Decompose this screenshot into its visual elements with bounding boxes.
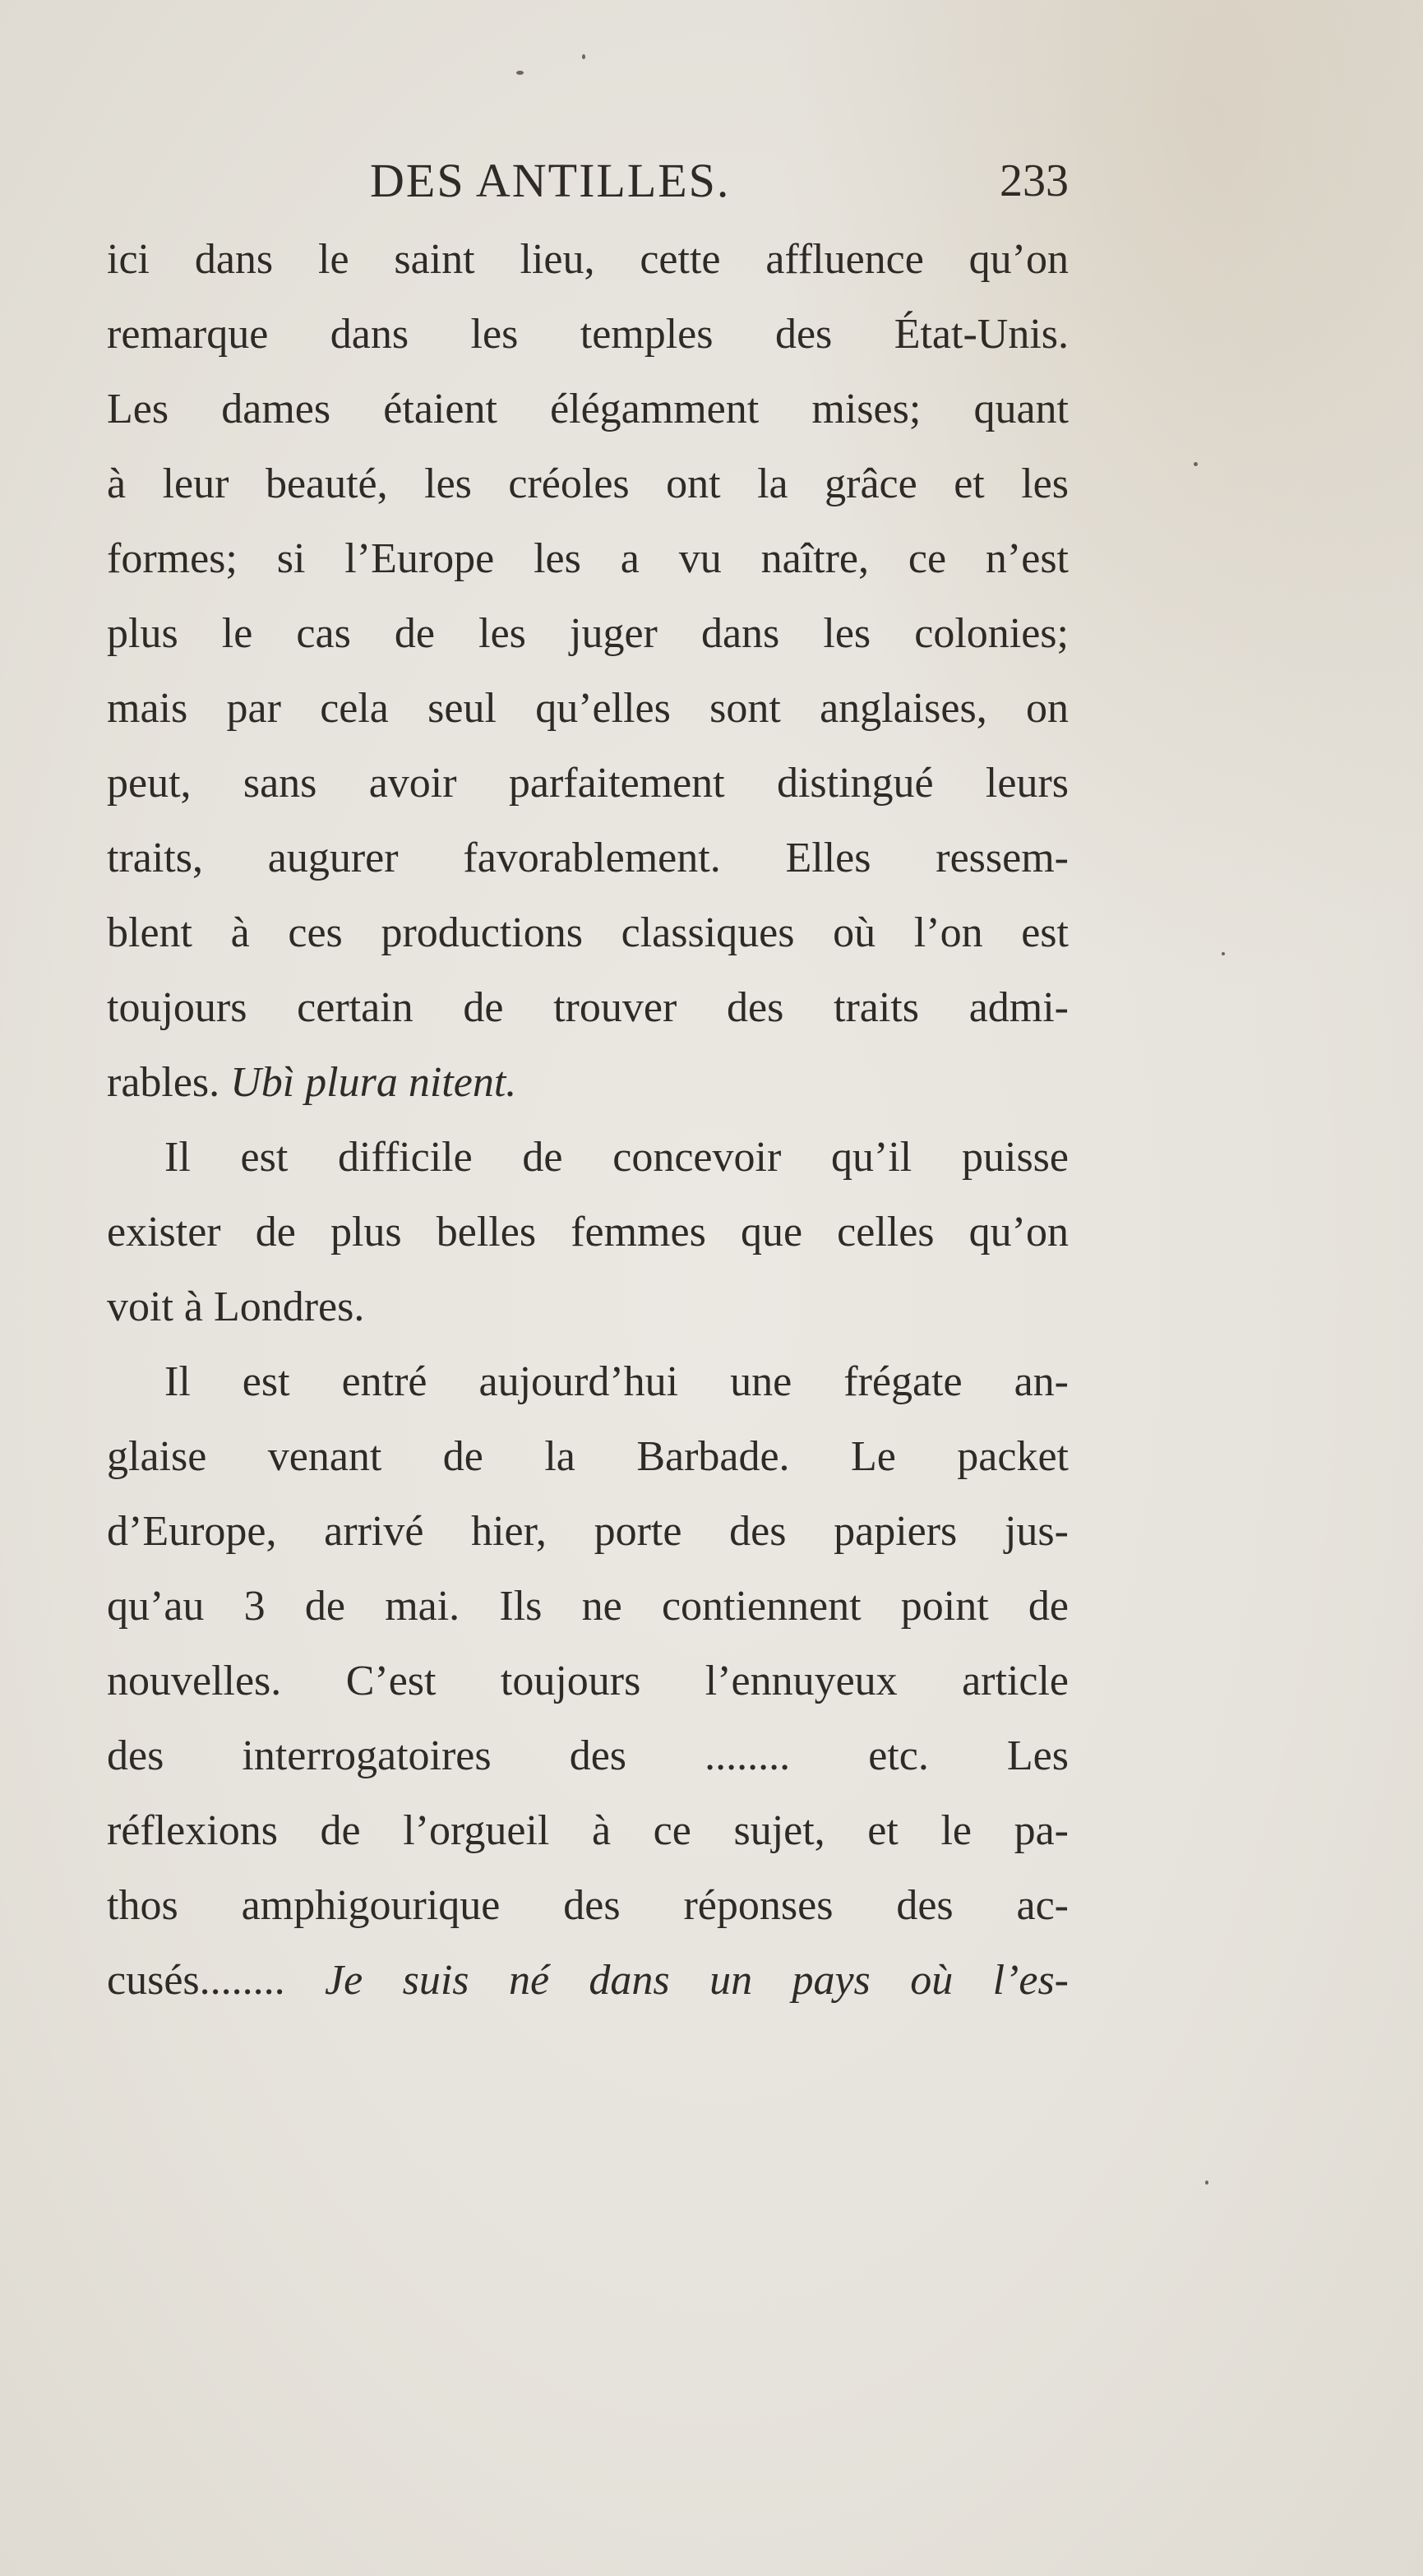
text-line: thos amphigourique des réponses des ac- [107, 1882, 1069, 1929]
text-line: Il est difficile de concevoir qu’il puisse [164, 1134, 1069, 1181]
ink-speck [582, 54, 585, 59]
text-line: formes; si l’Europe les a vu naître, ce n’est [107, 535, 1069, 582]
italic-quotation: Je suis né dans un pays où l’es- [325, 1957, 1069, 2004]
page-number: 233 [1000, 155, 1069, 206]
text-line: qu’au 3 de mai. Ils ne contiennent point de [107, 1583, 1069, 1630]
text-line [107, 1045, 1069, 1120]
text-line: réflexions de l’orgueil à ce sujet, et le pa- [107, 1807, 1069, 1854]
ink-speck [516, 71, 524, 75]
text-line [107, 1943, 1069, 2018]
text-line: traits, augurer favorablement. Elles ressem- [107, 835, 1069, 881]
text-line: glaise venant de la Barbade. Le packet [107, 1433, 1069, 1480]
body-text [107, 222, 1069, 2018]
text-line: d’Europe, arrivé hier, porte des papiers jus- [107, 1508, 1069, 1555]
text-line: ici dans le saint lieu, cette affluence qu’on [107, 236, 1069, 283]
text-line: des interrogatoires des ........ etc. Les [107, 1732, 1069, 1779]
text-line: exister de plus belles femmes que celles qu’on [107, 1209, 1069, 1256]
text-line: remarque dans les temples des État-Unis. [107, 311, 1069, 358]
ink-speck [1205, 2181, 1208, 2185]
ink-speck [1194, 462, 1198, 466]
text-line: peut, sans avoir parfaitement distingué leurs [107, 760, 1069, 807]
ink-speck [1222, 952, 1225, 955]
text-line: plus le cas de les juger dans les colonies; [107, 610, 1069, 657]
paragraph [107, 222, 1069, 1120]
running-title: DES ANTILLES. [370, 154, 731, 207]
text-line: Les dames étaient élégamment mises; quant [107, 386, 1069, 432]
text-line: nouvelles. C’est toujours l’ennuyeux article [107, 1658, 1069, 1704]
latin-quotation: Ubì plura nitent. [230, 1059, 517, 1106]
text-fragment: rables. [107, 1059, 220, 1106]
running-head [107, 148, 1069, 214]
text-line: à leur beauté, les créoles ont la grâce et les [107, 460, 1069, 507]
text-line: Il est entré aujourd’hui une frégate an- [164, 1358, 1069, 1405]
text-line: blent à ces productions classiques où l’on est [107, 909, 1069, 956]
text-line: voit à Londres. [107, 1283, 365, 1330]
text-line: toujours certain de trouver des traits admi- [107, 984, 1069, 1031]
text-line: mais par cela seul qu’elles sont anglaises, on [107, 685, 1069, 732]
text-fragment: cusés........ [107, 1957, 285, 2004]
paragraph [107, 1344, 1069, 2018]
paragraph [107, 1120, 1069, 1344]
